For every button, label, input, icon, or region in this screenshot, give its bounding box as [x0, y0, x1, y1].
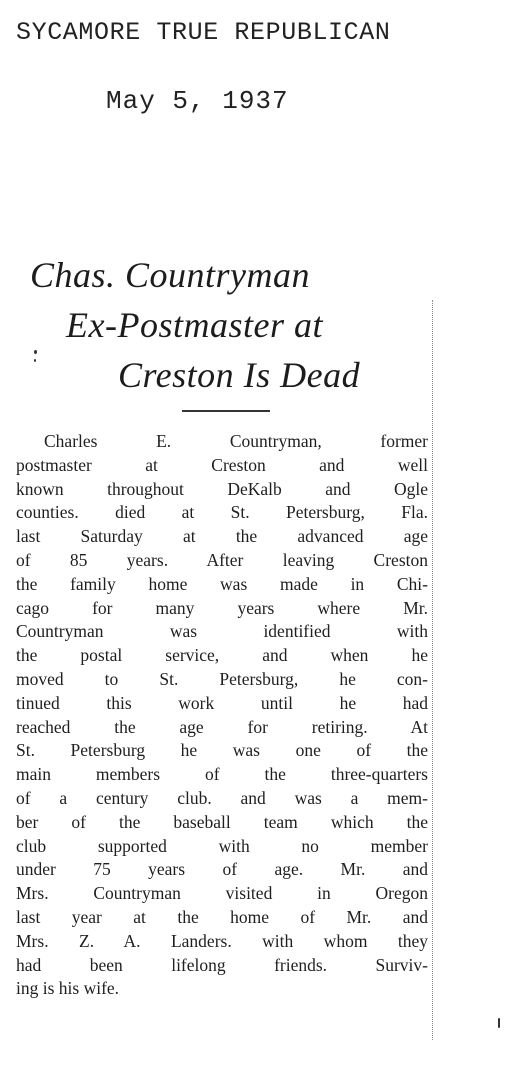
article-line: main members of the three-quarters [16, 764, 428, 785]
article-line: the family home was made in Chi- [16, 573, 428, 594]
article-line: known throughout DeKalb and Ogle [16, 478, 428, 499]
article-line: cago for many years where Mr. [16, 597, 428, 618]
article-body [16, 430, 428, 1001]
headline-line-2: Ex-Postmaster at [66, 305, 323, 345]
article-line: reached the age for retiring. At [16, 716, 428, 737]
article-line: moved to St. Petersburg, he con- [16, 668, 428, 689]
newspaper-name: SYCAMORE TRUE REPUBLICAN [16, 18, 391, 47]
article-line: of 85 years. After leaving Creston [16, 549, 428, 570]
headline-line-3: Creston Is Dead [118, 355, 361, 395]
article-line: counties. died at St. Petersburg, Fla. [16, 502, 428, 523]
article-line: under 75 years of age. Mr. and [16, 859, 428, 880]
article-line: tinued this work until he had [16, 692, 428, 713]
article-line: Charles E. Countryman, former [44, 431, 428, 451]
article-line: ing is his wife. [16, 978, 120, 999]
column-edge-rule [432, 300, 433, 1040]
article-line: last year at the home of Mr. and [16, 906, 428, 927]
article-line: Mrs. Z. A. Landers. with whom they [16, 930, 428, 951]
article-line: had been lifelong friends. Surviv- [16, 954, 428, 975]
article-line: last Saturday at the advanced age [16, 526, 428, 547]
article-line: St. Petersburg he was one of the [16, 740, 428, 761]
print-speck [34, 359, 36, 362]
article-line: Mrs. Countryman visited in Oregon [16, 883, 428, 904]
publication-date: May 5, 1937 [106, 86, 289, 116]
print-speck [34, 350, 37, 354]
article-line: the postal service, and when he [16, 645, 428, 666]
article-line: postmaster at Creston and well [16, 454, 428, 475]
article-line: ber of the baseball team which the [16, 811, 428, 832]
article-line: club supported with no member [16, 835, 428, 856]
headline-line-1: Chas. Countryman [30, 255, 311, 295]
article-line: Countryman was identified with [16, 621, 428, 642]
print-speck [498, 1018, 500, 1028]
headline-divider [182, 410, 270, 412]
article-clipping [0, 240, 519, 1068]
article-line: of a century club. and was a mem- [16, 787, 428, 808]
